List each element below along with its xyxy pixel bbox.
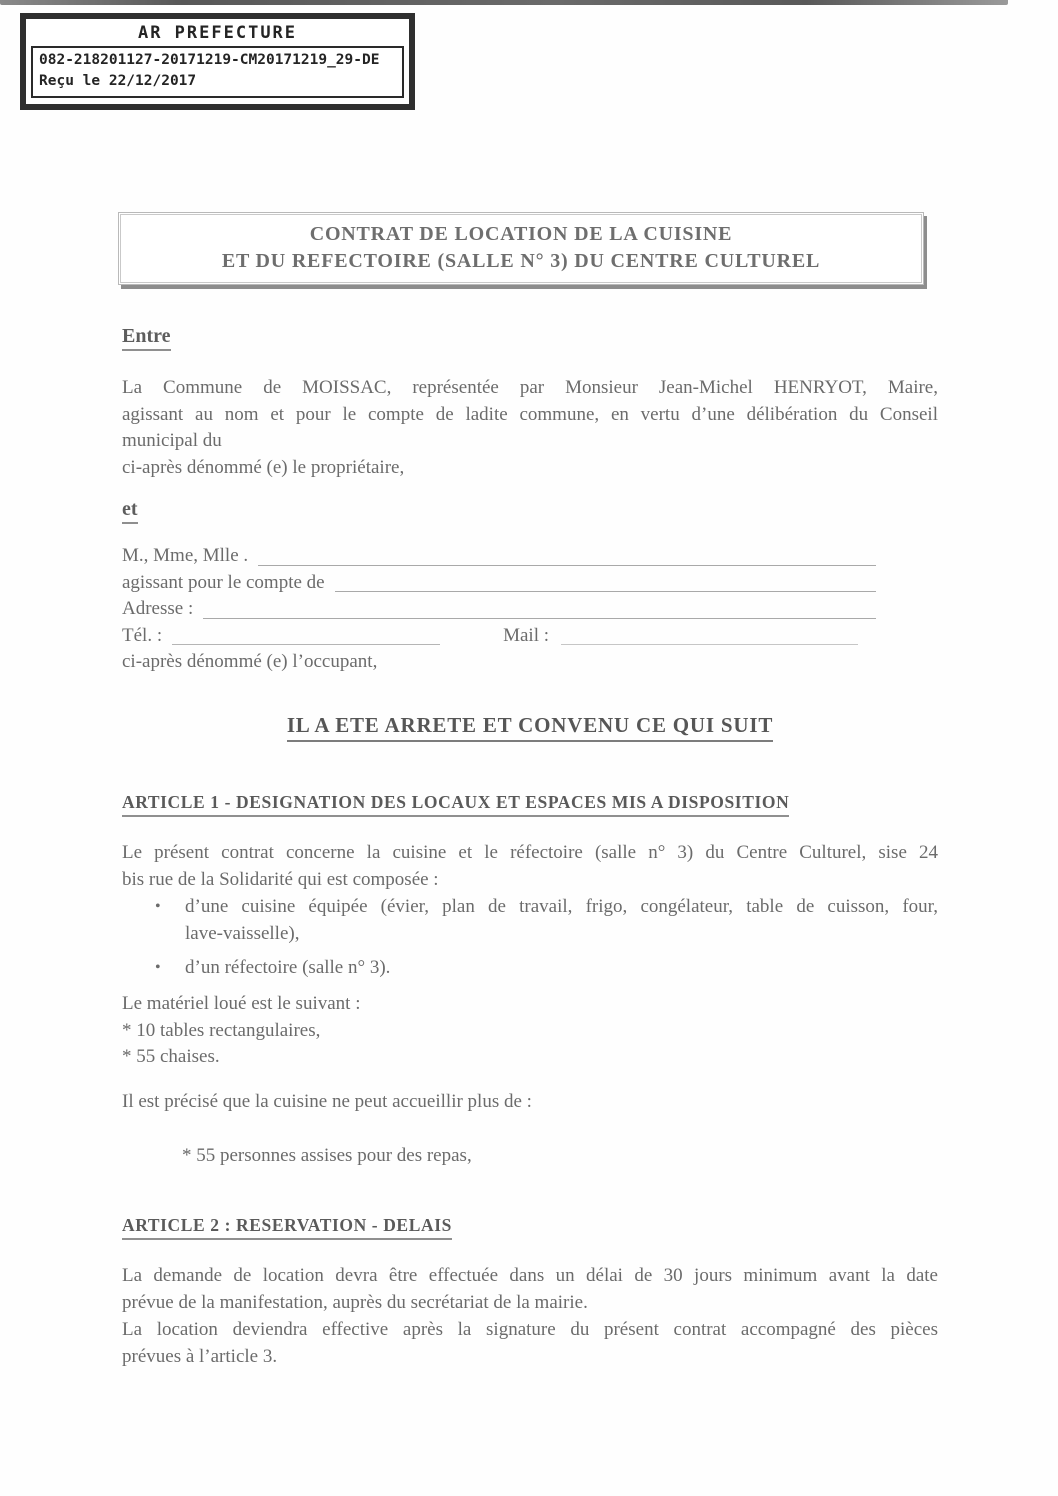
mail-label: Mail : — [503, 624, 550, 646]
address-blank-line — [203, 602, 876, 619]
bullet-line: d’une cuisine équipée (évier, plan de travail, frigo, congélateur, table de cuisson, four, — [185, 896, 938, 917]
capacity-item: * 55 personnes assises pour des repas, — [182, 1145, 472, 1166]
stamp-title: AR PREFECTURE — [137, 23, 298, 43]
occupant-form — [122, 543, 938, 676]
agreement-heading-wrap — [122, 713, 938, 742]
phone-label: Tél. : — [122, 624, 163, 646]
capacity-intro-wrap — [122, 1089, 938, 1116]
civility-row — [122, 543, 938, 570]
material-block — [122, 991, 938, 1071]
address-row — [122, 596, 938, 623]
et-heading: et — [122, 498, 138, 524]
address-label: Adresse : — [122, 598, 194, 619]
bullet-line: d’un réfectoire (salle n° 3). — [185, 957, 391, 978]
material-item: * 10 tables rectangulaires, — [122, 1019, 321, 1041]
article2-paragraph-line: La demande de location devra être effectuée dans un délai de 30 jours minimum avant la date — [122, 1265, 938, 1286]
mail-blank-line — [561, 628, 858, 645]
owner-paragraph — [122, 375, 938, 481]
article1-heading: ARTICLE 1 - DESIGNATION DES LOCAUX ET ESPACES MIS A DISPOSITION — [122, 792, 789, 817]
behalf-row — [122, 570, 938, 597]
article2-paragraph-line: prévues à l’article 3. — [122, 1346, 278, 1367]
bullet-item — [122, 954, 938, 981]
stamp-received-date: Reçu le 22/12/2017 — [39, 73, 197, 89]
article2-paragraph-line: La location deviendra effective après la signature du présent contrat accompagné des pièces — [122, 1319, 938, 1340]
entre-heading: Entre — [122, 325, 171, 351]
contract-title-line1: CONTRAT DE LOCATION DE LA CUISINE — [309, 223, 733, 245]
entre-heading-wrap — [122, 325, 171, 351]
civility-label: M., Mme, Mlle . — [122, 545, 249, 566]
article1-intro-line: bis rue de la Solidarité qui est composée : — [122, 869, 439, 890]
article2-heading-wrap — [122, 1215, 452, 1240]
article2-paragraph-line: prévue de la manifestation, auprès du secrétariat de la mairie. — [122, 1292, 588, 1313]
bullet-icon: • — [155, 898, 161, 915]
article1-bullet-list — [122, 893, 938, 988]
stamp-reference: 082-218201127-20171219-CM20171219_29-DE — [39, 52, 380, 68]
agreement-heading: IL A ETE ARRETE ET CONVENU CE QUI SUIT — [287, 713, 773, 742]
bullet-icon: • — [155, 959, 161, 976]
occupant-row — [122, 649, 938, 676]
civility-blank-line — [258, 549, 876, 566]
article2-heading: ARTICLE 2 : RESERVATION - DELAIS — [122, 1215, 452, 1240]
bullet-item — [122, 893, 938, 947]
article1-intro-line: Le présent contrat concerne la cuisine et le réfectoire (salle n° 3) du Centre Culturel, sise 24 — [122, 842, 938, 863]
document-body — [122, 0, 938, 1496]
behalf-blank-line — [335, 575, 876, 592]
owner-paragraph-line: agissant au nom et pour le compte de ladite commune, en vertu d’une délibération du Conseil — [122, 403, 938, 425]
phone-mail-row — [122, 623, 938, 650]
capacity-item-wrap — [122, 1143, 998, 1170]
bullet-line: lave-vaisselle), — [185, 923, 300, 944]
article1-intro — [122, 839, 938, 893]
occupant-line: ci-après dénommé (e) l’occupant, — [122, 651, 378, 672]
article1-heading-wrap — [122, 792, 789, 817]
owner-paragraph-line: La Commune de MOISSAC, représentée par Monsieur Jean-Michel HENRYOT, Maire, — [122, 377, 938, 398]
owner-paragraph-line: municipal du — [122, 430, 222, 451]
material-intro: Le matériel loué est le suivant : — [122, 993, 361, 1014]
et-heading-wrap — [122, 498, 138, 524]
behalf-label: agissant pour le compte de — [122, 571, 325, 593]
material-item: * 55 chaises. — [122, 1046, 220, 1067]
capacity-intro: Il est précisé que la cuisine ne peut accueillir plus de : — [122, 1091, 532, 1112]
contract-title-line2: ET DU REFECTOIRE (SALLE N° 3) DU CENTRE CULTUREL — [221, 250, 821, 272]
phone-blank-line — [172, 628, 440, 645]
article2-paragraph — [122, 1262, 938, 1370]
owner-paragraph-line: ci-après dénommé (e) le propriétaire, — [122, 456, 405, 478]
